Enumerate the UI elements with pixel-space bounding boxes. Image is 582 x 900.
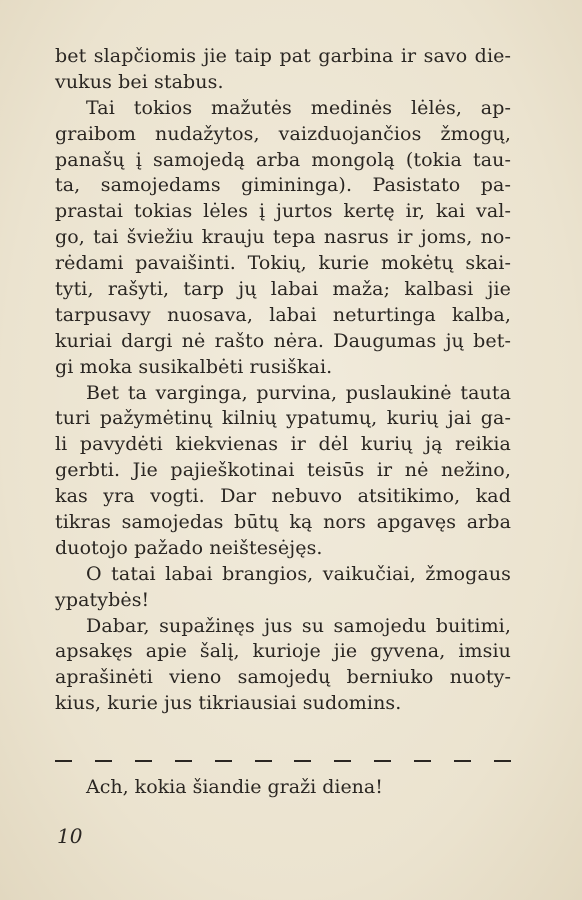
- separator-dash: [175, 760, 192, 762]
- text-line: prastai tokias lėles į jurtos kertę ir, kai val-: [55, 200, 511, 223]
- body-text: [55, 44, 511, 717]
- separator-dash: [215, 760, 232, 762]
- text-line: O tatai labai brangios, vaikučiai, žmogaus: [86, 562, 511, 585]
- text-line: graibom nudažytos, vaizduojančios žmogų,: [55, 122, 511, 145]
- text-line: Tai tokios mažutės medinės lėlės, ap-: [86, 96, 511, 119]
- text-line: ypatybės!: [55, 588, 150, 611]
- separator-dash: [55, 760, 72, 762]
- text-line: tikras samojedas būtų ką nors apgavęs arba: [55, 511, 511, 534]
- separator-dash: [294, 760, 311, 762]
- text-line: kas yra vogti. Dar nebuvo atsitikimo, kad: [55, 485, 511, 508]
- text-line: ta, samojedams gimininga). Pasistato pa-: [55, 174, 511, 197]
- text-line: tyti, rašyti, tarp jų labai maža; kalbasi jie: [55, 278, 511, 301]
- text-line: aprašinėti vieno samojedų berniuko nuoty-: [55, 666, 511, 689]
- text-line: bet slapčiomis jie taip pat garbina ir savo die-: [55, 45, 511, 67]
- text-line: panašų į samojedą arba mongolą (tokia tau-: [55, 148, 511, 171]
- text-line: turi pažymėtinų kilnių ypatumų, kurių jai ga-: [55, 407, 511, 430]
- text-line: kius, kurie jus tikriausiai sudomins.: [55, 692, 402, 715]
- separator-dash: [334, 760, 351, 762]
- text-line: rėdami pavaišinti. Tokių, kurie mokėtų skai-: [55, 252, 511, 275]
- text-line: vukus bei stabus.: [55, 70, 224, 93]
- text-line: kuriai dargi nė rašto nėra. Daugumas jų bet-: [55, 329, 511, 352]
- text-line: gi moka susikalbėti rusiškai.: [55, 355, 333, 378]
- separator-dash: [414, 760, 431, 762]
- text-line: Bet ta varginga, purvina, puslaukinė tauta: [86, 381, 511, 404]
- closing-line: Ach, kokia šiandie graži diena!: [86, 776, 383, 798]
- page-number: 10: [57, 824, 83, 848]
- text-line: tarpusavy nuosava, labai neturtinga kalba,: [55, 303, 511, 326]
- text-line: go, tai šviežiu krauju tepa nasrus ir joms, no-: [55, 226, 511, 249]
- text-line: duotojo pažado neištesėjęs.: [55, 536, 323, 559]
- separator-dash: [255, 760, 272, 762]
- separator-dash: [95, 760, 112, 762]
- text-line: Dabar, supažinęs jus su samojedu buitimi,: [86, 614, 511, 637]
- separator-dash: [454, 760, 471, 762]
- text-line: apsakęs apie šalį, kurioje jie gyvena, imsiu: [55, 640, 511, 663]
- section-separator: [55, 751, 511, 771]
- separator-dash: [494, 760, 511, 762]
- text-line: gerbti. Jie pajieškotinai teisūs ir nė nežino,: [55, 459, 511, 482]
- separator-dash: [374, 760, 391, 762]
- separator-dash: [135, 760, 152, 762]
- text-line: li pavydėti kiekvienas ir dėl kurių ją reikia: [55, 433, 511, 456]
